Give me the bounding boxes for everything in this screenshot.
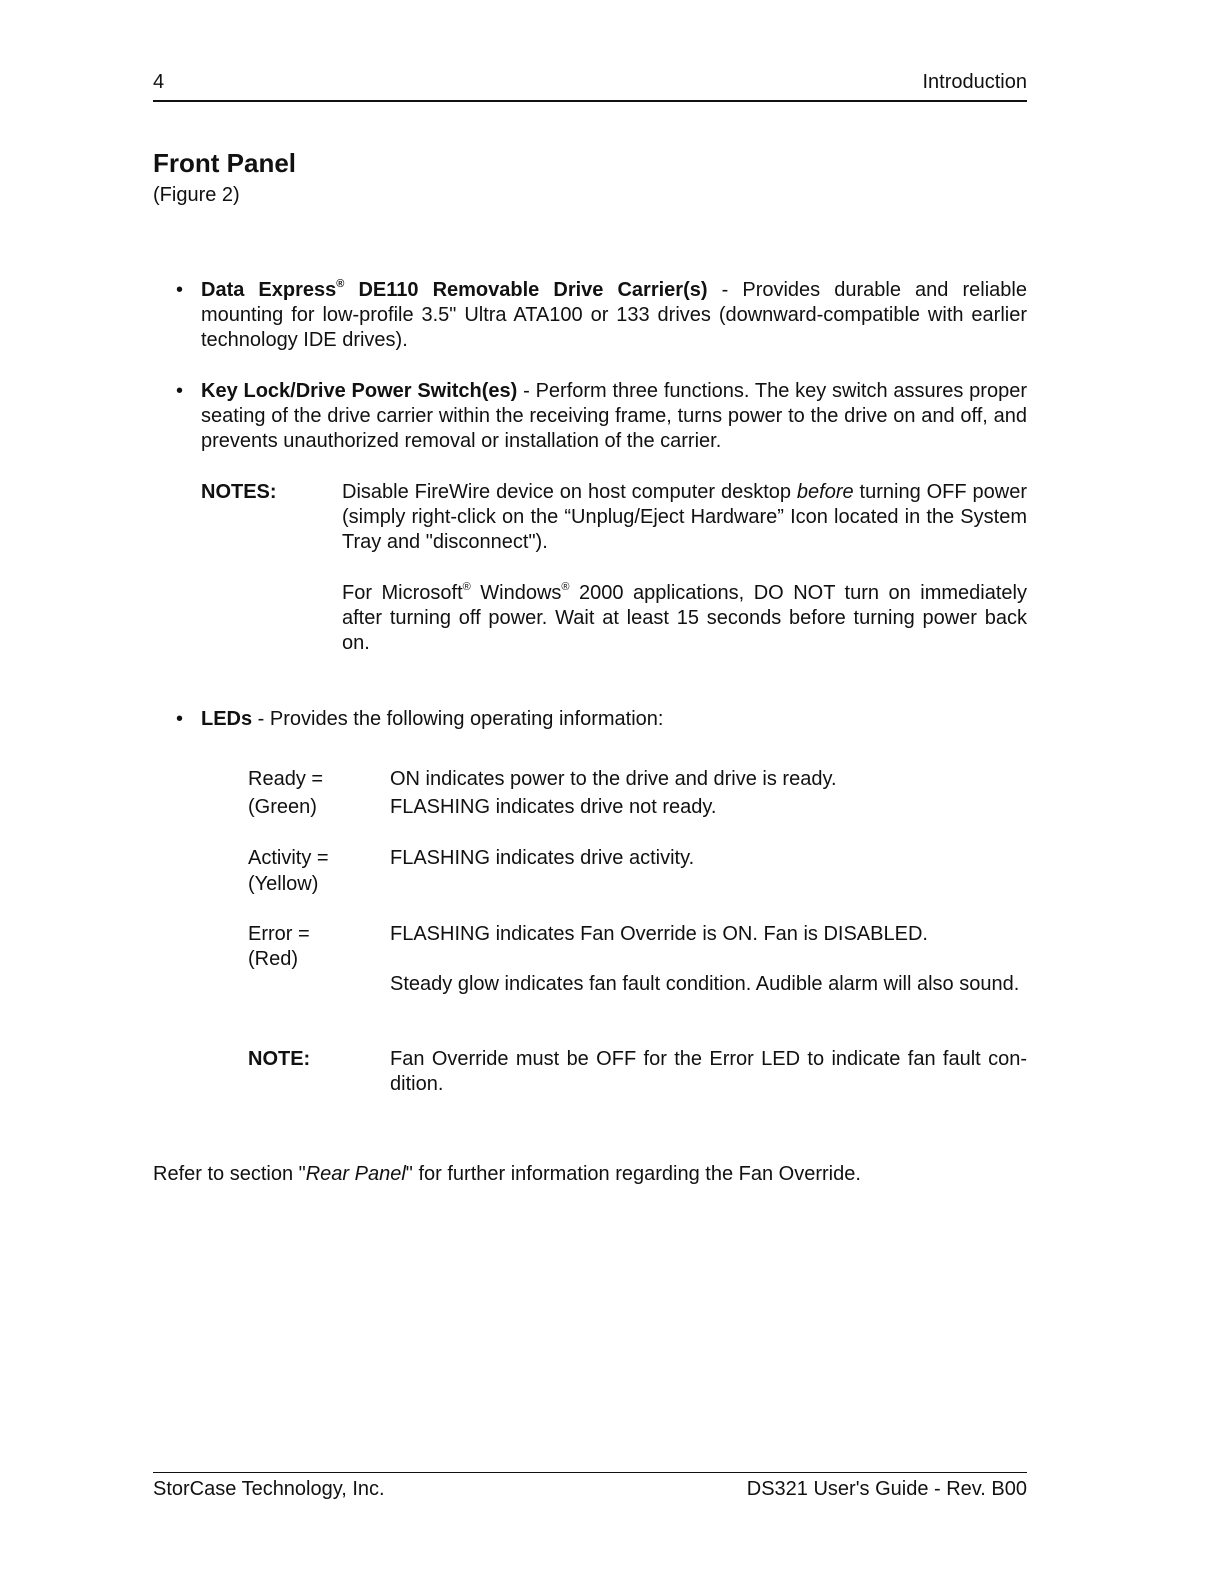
page-heading: Front Panel bbox=[153, 148, 297, 178]
bullet-text bbox=[201, 278, 1027, 353]
led-error-desc-flashing: FLASHING indicates Fan Override is ON. Fan is DISABLED. bbox=[390, 923, 928, 945]
notes-label: NOTES: bbox=[201, 481, 277, 503]
bullet-title: Key Lock/Drive Power Switch(es) bbox=[201, 380, 518, 402]
footer-guide-title: DS321 User's Guide - Rev. B00 bbox=[746, 1478, 1027, 1500]
figure-reference: (Figure 2) bbox=[153, 184, 240, 206]
bullet-title: LEDs bbox=[201, 708, 253, 730]
bullet-key-lock bbox=[176, 379, 1027, 454]
page-header bbox=[153, 70, 1027, 102]
footer-company: StorCase Technology, Inc. bbox=[153, 1478, 385, 1500]
led-error-desc-steady: Steady glow indicates fan fault condition. Audible alarm will also sound. bbox=[390, 973, 1020, 995]
led-activity-color: (Yellow) bbox=[248, 873, 319, 895]
led-error-label: Error = bbox=[248, 923, 310, 945]
note-paragraph-2: For Microsoft® Windows® 2000 applications, DO NOT turn on immediately after turning off power. Wait at least 15 seconds before turning power back on. bbox=[342, 581, 1027, 654]
bullet-marker: • bbox=[176, 380, 184, 402]
led-activity-label: Activity = bbox=[248, 847, 329, 869]
rear-panel-reference: Refer to section "Rear Panel" for further information regarding the Fan Override. bbox=[153, 1163, 861, 1185]
led-error-color: (Red) bbox=[248, 948, 299, 970]
note-paragraph-1: Disable FireWire device on host computer desktop before turning OFF power (simply right-click on the “Unplug/Eject Hardware” Icon located in the System Tray and "disconnect"). bbox=[342, 481, 1027, 553]
page-number: 4 bbox=[153, 71, 165, 93]
led-note-label: NOTE: bbox=[248, 1048, 311, 1070]
bullet-drive-carrier bbox=[176, 278, 1027, 353]
led-ready-desc-flashing: FLASHING indicates drive not ready. bbox=[390, 796, 717, 818]
bullet-leds bbox=[176, 707, 1027, 732]
bullet-text bbox=[201, 707, 1027, 732]
led-activity-desc: FLASHING indicates drive activity. bbox=[390, 847, 695, 869]
bullet-description: - Provides the following operating information: bbox=[252, 708, 664, 730]
bullet-description: - Provides durable and reliable mounting for low-profile 3.5" Ultra ATA100 or 133 drives (downward-compatible with earlier technology IDE drives). bbox=[201, 279, 1027, 351]
led-ready-desc-on: ON indicates power to the drive and drive is ready. bbox=[390, 768, 837, 790]
bullet-text bbox=[201, 379, 1027, 454]
bullet-title: Data Express® DE110 Removable Drive Carrier(s) bbox=[201, 278, 708, 301]
rear-panel-link-text: Rear Panel bbox=[305, 1163, 406, 1185]
bullet-marker: • bbox=[176, 279, 184, 301]
led-ready-color: (Green) bbox=[248, 796, 317, 818]
bullet-marker: • bbox=[176, 708, 184, 730]
section-title: Introduction bbox=[922, 71, 1027, 93]
led-ready-label: Ready = bbox=[248, 768, 324, 790]
bullet-description: - Perform three functions. The key switch assures proper seating of the drive carrier within the receiving frame, turns power to the drive on and off, and prevents unauthorized removal or installation of the carrier. bbox=[201, 380, 1027, 452]
page-footer bbox=[153, 1472, 1027, 1509]
led-note-text: Fan Override must be OFF for the Error LED to indicate fan fault con-dition. bbox=[390, 1048, 1027, 1095]
